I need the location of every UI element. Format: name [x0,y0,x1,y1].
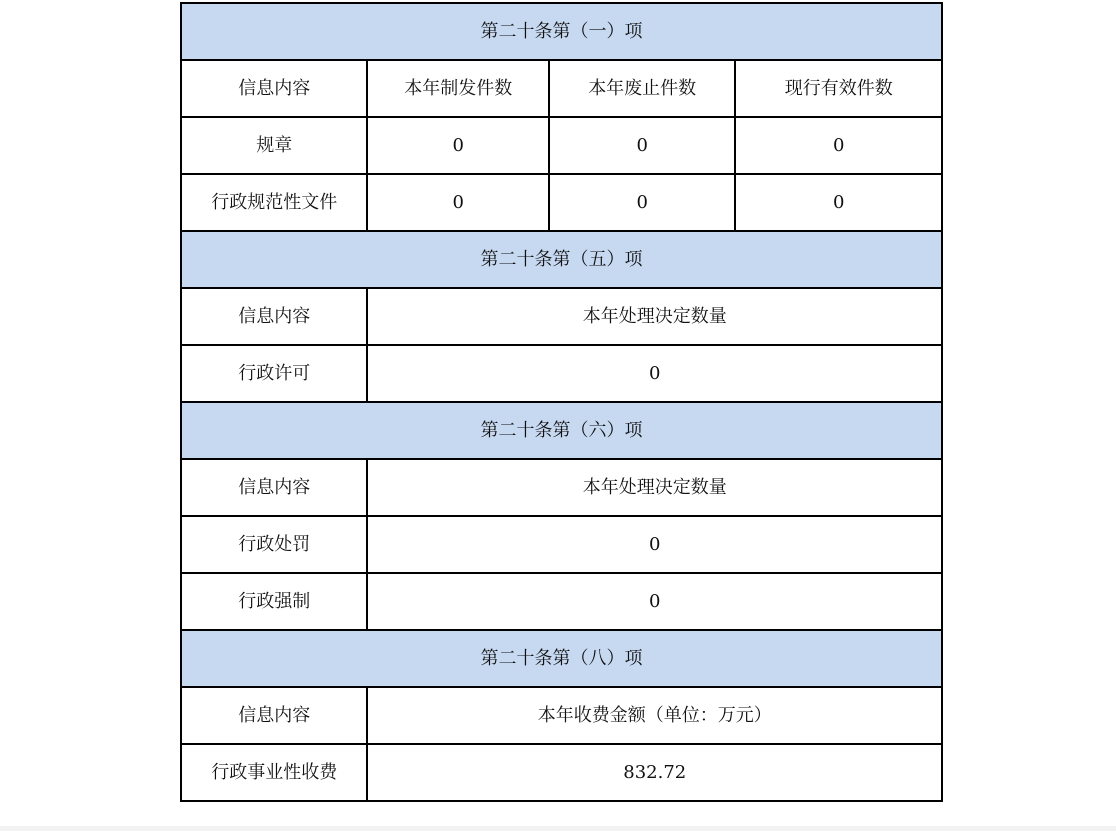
column-header-row [181,459,942,516]
section-header-row [181,3,942,60]
section-title: 第二十条第（一）项 [181,3,942,60]
column-header: 本年制发件数 [367,60,548,117]
column-header: 本年处理决定数量 [367,459,942,516]
row-label: 行政许可 [181,345,367,402]
cell-value: 0 [367,345,942,402]
table-row [181,174,942,231]
table-row [181,345,942,402]
column-header-row [181,288,942,345]
row-label: 行政处罚 [181,516,367,573]
cell-value: 0 [367,516,942,573]
cell-value: 0 [735,117,942,174]
section-title: 第二十条第（六）项 [181,402,942,459]
column-header: 现行有效件数 [735,60,942,117]
row-label: 行政强制 [181,573,367,630]
column-header: 本年处理决定数量 [367,288,942,345]
disclosure-table [180,2,943,802]
section-title: 第二十条第（八）项 [181,630,942,687]
column-header-row [181,687,942,744]
cell-value: 0 [367,573,942,630]
cell-value: 0 [735,174,942,231]
column-header: 信息内容 [181,459,367,516]
page-bottom-edge [0,826,1116,831]
cell-value: 0 [367,117,548,174]
section-header-row [181,630,942,687]
section-header-row [181,402,942,459]
column-header: 本年收费金额（单位：万元） [367,687,942,744]
cell-value: 0 [549,117,735,174]
cell-value: 832.72 [367,744,942,801]
section-title: 第二十条第（五）项 [181,231,942,288]
table-row [181,573,942,630]
column-header: 信息内容 [181,687,367,744]
column-header-row [181,60,942,117]
table-row [181,744,942,801]
column-header: 本年废止件数 [549,60,735,117]
row-label: 行政规范性文件 [181,174,367,231]
cell-value: 0 [367,174,548,231]
table-row [181,516,942,573]
column-header: 信息内容 [181,288,367,345]
section-header-row [181,231,942,288]
table-row [181,117,942,174]
cell-value: 0 [549,174,735,231]
row-label: 规章 [181,117,367,174]
column-header: 信息内容 [181,60,367,117]
row-label: 行政事业性收费 [181,744,367,801]
